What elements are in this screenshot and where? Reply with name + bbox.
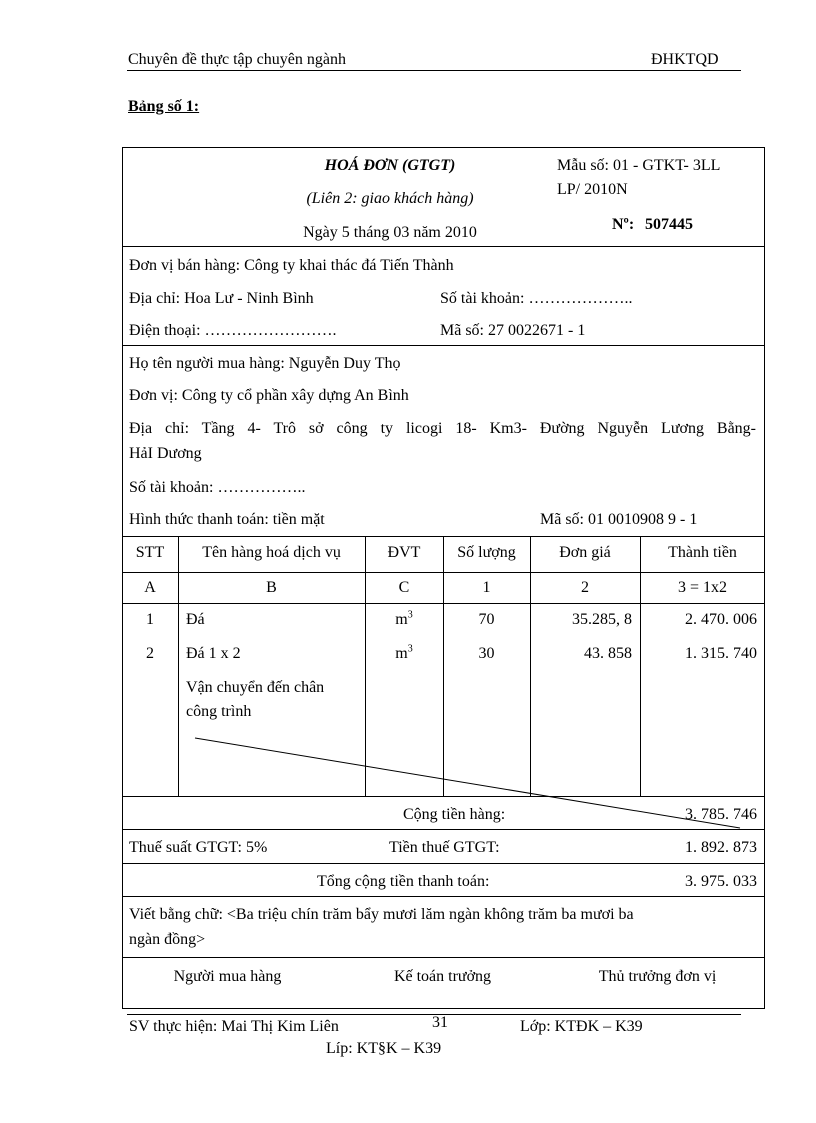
footer-student: SV thực hiện: Mai Thị Kim Liên: [129, 1018, 339, 1035]
invoice-number: 507445: [645, 216, 693, 233]
row1-qty: 70: [478, 611, 495, 628]
buyer-tax-code: Mã số: 01 0010908 9 - 1: [540, 511, 698, 528]
col-header-amount: Thành tiền: [668, 544, 737, 561]
vat-label: Tiền thuế GTGT:: [389, 839, 500, 856]
vat-rate: Thuế suất GTGT: 5%: [129, 839, 268, 856]
col-header-price: Đơn giá: [559, 544, 611, 561]
row1-unit-exp: 3: [407, 609, 413, 621]
amount-in-words-line1: Viết bằng chữ: <Ba triệu chín trăm bẩy mươi lăm ngàn không trăm ba mươi ba: [129, 906, 634, 923]
row1-name: Đá: [186, 611, 205, 628]
divider-goods-total: [122, 829, 765, 830]
row2-price: 43. 858: [584, 645, 632, 662]
extra-item-line2: công trình: [186, 703, 252, 720]
goods-total-label: Cộng tiền hàng:: [403, 806, 506, 823]
table-caption: Bảng số 1:: [128, 98, 200, 115]
col-header-qty: Số lượng: [457, 544, 516, 561]
col-code-b: B: [266, 579, 277, 596]
amount-in-words-line2: ngàn đồng>: [129, 931, 206, 948]
col-header-unit: ĐVT: [387, 544, 421, 561]
signature-director: Thủ trưởng đơn vị: [598, 968, 717, 985]
divider-words: [122, 957, 765, 958]
row2-unit-base: m: [395, 645, 408, 662]
seller-address: Địa chỉ: Hoa Lư - Ninh Bình: [129, 290, 314, 307]
col-header-stt: STT: [135, 544, 165, 561]
extra-item-line1: Vận chuyển đến chân: [186, 679, 325, 696]
buyer-name: Họ tên người mua hàng: Nguyễn Duy Thọ: [129, 355, 401, 372]
col-code-a: A: [144, 579, 156, 596]
seller-account: Số tài khoản: ………………..: [440, 290, 633, 307]
row2-amount: 1. 315. 740: [685, 645, 757, 662]
buyer-account: Số tài khoản: ……………..: [129, 479, 306, 496]
col-code-c: C: [398, 579, 410, 596]
buyer-unit: Đơn vị: Công ty cổ phần xây dựng An Bình: [129, 387, 409, 404]
header-right: ĐHKTQD: [651, 51, 719, 68]
form-number: Mẫu số: 01 - GTKT- 3LL: [557, 157, 721, 174]
buyer-address-line1: Địa chỉ: Tầng 4- Trô sở công ty licogi 18- Km3- Đường Nguyễn Lương Bằng-: [129, 420, 756, 437]
row1-price: 35.285, 8: [572, 611, 632, 628]
col-code-3: 3 = 1x2: [677, 579, 728, 596]
divider-vat: [122, 863, 765, 864]
invoice-title: HOÁ ĐƠN (GTGT): [324, 157, 456, 174]
row2-qty: 30: [478, 645, 495, 662]
row1-unit-base: m: [395, 611, 408, 628]
col-code-2: 2: [581, 579, 589, 596]
row2-unit-exp: 3: [407, 643, 413, 655]
signature-buyer: Người mua hàng: [173, 968, 282, 985]
signature-chief-accountant: Kế toán trưởng: [393, 968, 492, 985]
row2-stt: 2: [146, 645, 154, 662]
col-header-name: Tên hàng hoá dịch vụ: [202, 544, 341, 561]
grand-total-label: Tổng cộng tiền thanh toán:: [317, 873, 490, 890]
divider-grand-total: [122, 896, 765, 897]
invoice-copy: (Liên 2: giao khách hàng): [306, 190, 474, 207]
row1-stt: 1: [146, 611, 154, 628]
seller-tax-code: Mã số: 27 0022671 - 1: [440, 322, 586, 339]
header-left: Chuyên đề thực tập chuyên ngành: [128, 51, 346, 68]
buyer-address-line2: HảI Dương: [129, 445, 202, 462]
footer-page-number: 31: [432, 1014, 448, 1031]
payment-method: Hình thức thanh toán: tiền mặt: [129, 511, 325, 528]
row1-amount: 2. 470. 006: [685, 611, 757, 628]
col-code-1: 1: [482, 579, 491, 596]
invoice-number-label: Nº:: [612, 216, 635, 233]
footer-class-2: Líp: KT§K – K39: [326, 1040, 442, 1057]
invoice-date: Ngày 5 tháng 03 năm 2010: [303, 224, 477, 241]
seller-phone: Điện thoại: …………………….: [129, 322, 337, 339]
row2-name: Đá 1 x 2: [186, 645, 241, 662]
invoice-series: LP/ 2010N: [557, 181, 628, 198]
grand-total-value: 3. 975. 033: [685, 873, 757, 890]
vat-value: 1. 892. 873: [685, 839, 757, 856]
footer-class: Lớp: KTĐK – K39: [520, 1018, 643, 1035]
seller-name: Đơn vị bán hàng: Công ty khai thác đá Tiến Thành: [129, 257, 454, 274]
goods-total-value: 3. 785. 746: [685, 806, 757, 823]
